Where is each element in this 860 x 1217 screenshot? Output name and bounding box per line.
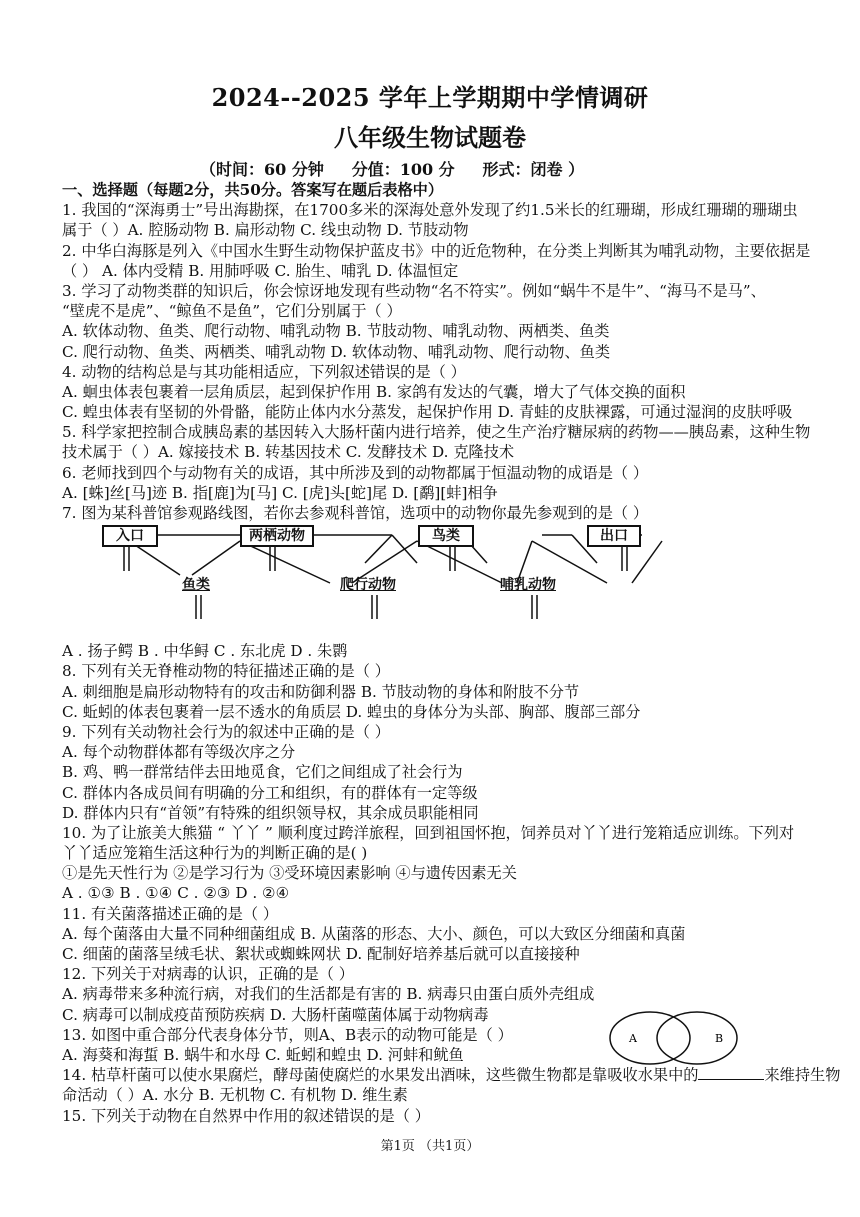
questions-14-15	[62, 1085, 822, 1125]
question-line: C. 蝗虫体表有坚韧的外骨骼，能防止体内水分蒸发，起保护作用 D. 青蛙的皮肤裸露，可通过湿润的皮肤呼吸	[62, 403, 793, 422]
question-line: A. 病毒带来多种流行病，对我们的生活都是有害的 B. 病毒只由蛋白质外壳组成	[62, 985, 595, 1004]
question-line: 15. 下列关于动物在自然界中作用的叙述错误的是（ ）	[62, 1106, 430, 1125]
questions-7-13	[62, 641, 822, 1065]
question-line: 5. 科学家把控制合成胰岛素的基因转入大肠杆菌内进行培养，使之生产治疗糖尿病的药物——胰岛素，这种生物	[62, 423, 811, 442]
question-line: A . ①③ B . ①④ C . ②③ D . ②④	[62, 884, 290, 903]
question-line: “壁虎不是虎”、“鲸鱼不是鱼”，它们分别属于（ ）	[62, 302, 402, 321]
reptiles-label: 爬行动物	[340, 577, 396, 594]
question-line: 4. 动物的结构总是与其功能相适应，下列叙述错误的是（ ）	[62, 362, 466, 381]
question-line: 技术属于（ ）A. 嫁接技术 B. 转基因技术 C. 发酵技术 D. 克隆技术	[62, 443, 515, 462]
question-line: A. 每个动物群体都有等级次序之分	[62, 743, 296, 762]
question-line: 属于（ ）A. 腔肠动物 B. 扁形动物 C. 线虫动物 D. 节肢动物	[62, 221, 469, 240]
question-line: D. 群体内只有“首领”有特殊的组织领导权，其余成员职能相同	[62, 803, 479, 822]
entrance-box: 入口	[102, 525, 158, 547]
question-line: 7. 图为某科普馆参观路线图，若你去参观科普馆，选项中的动物你最先参观到的是（ ）	[62, 504, 649, 522]
question-line: 2. 中华白海豚是列入《中国水生野生动物保护蓝皮书》中的近危物种，在分类上判断其为哺乳动物，主要依据是	[62, 241, 811, 260]
question-line: B. 鸡、鸭一群常结伴去田地觅食，它们之间组成了社会行为	[62, 763, 463, 782]
question-line: 8. 下列有关无脊椎动物的特征描述正确的是（ ）	[62, 662, 390, 681]
question-line: 12. 下列关于对病毒的认识，正确的是（ ）	[62, 965, 354, 984]
question-line: 6. 老师找到四个与动物有关的成语，其中所涉及到的动物都属于恒温动物的成语是（ ）	[62, 463, 649, 482]
question-line: 1. 我国的“深海勇士”号出海勘探，在1700多米的深海处意外发现了约1.5米长的红珊瑚，形成红珊瑚的珊瑚虫	[62, 201, 798, 220]
question-line: 10. 为了让旅美大熊猫 “ 丫丫 ” 顺利度过跨洋旅程，回到祖国怀抱，饲养员对丫丫进行笼箱适应训练。下列对	[62, 823, 795, 842]
question-line: C. 群体内各成员间有明确的分工和组织，有的群体有一定等级	[62, 783, 478, 802]
question-line: 3. 学习了动物类群的知识后，你会惊讶地发现有些动物“名不符实”。例如“蜗牛不是牛”、“海马不是马”、	[62, 281, 766, 300]
question-line: 13. 如图中重合部分代表身体分节，则A、B表示的动物可能是（ ）	[62, 1025, 513, 1044]
mammals-label: 哺乳动物	[500, 577, 556, 594]
question-line: A. 每个菌落由大量不同种细菌组成 B. 从菌落的形态、大小、颜色，可以大致区分细菌和真菌	[62, 924, 686, 943]
venn-diagram	[605, 1008, 745, 1068]
questions-1-7	[62, 200, 822, 523]
question-line: A. 海葵和海蜇 B. 蜗牛和水母 C. 蚯蚓和蝗虫 D. 河蚌和鱿鱼	[62, 1045, 464, 1064]
birds-box: 鸟类	[418, 525, 474, 547]
answer-blank	[698, 1067, 764, 1080]
exam-title: 2024--2025 学年上学期期中学情调研	[211, 83, 649, 112]
page-footer: 第1页 （共1页）	[380, 1139, 480, 1154]
question-line: C. 病毒可以制成疫苗预防疾病 D. 大肠杆菌噬菌体属于动物病毒	[62, 1005, 489, 1024]
amphibians-box: 两栖动物	[240, 525, 314, 547]
fish-label: 鱼类	[182, 577, 210, 594]
question-line: A. 软体动物、鱼类、爬行动物、哺乳动物 B. 节肢动物、哺乳动物、两栖类、鱼类	[62, 322, 610, 341]
question-14-line	[62, 1065, 841, 1085]
question-line: A. [蛛]丝[马]迹 B. 指[鹿]为[马] C. [虎]头[蛇]尾 D. [鹬][蚌]相争	[62, 483, 498, 502]
exit-box: 出口	[587, 525, 641, 547]
question-line: 11. 有关菌落描述正确的是（ ）	[62, 904, 279, 923]
exam-subtitle: 八年级生物试题卷	[334, 123, 526, 152]
question-line: 丫丫适应笼箱生活这种行为的判断正确的是( )	[62, 844, 368, 863]
question-line: C. 蚯蚓的体表包裹着一层不透水的角质层 D. 蝗虫的身体分为头部、胸部、腹部三部分	[62, 702, 641, 721]
question-line: 命活动（ ）A. 水分 B. 无机物 C. 有机物 D. 维生素	[62, 1086, 408, 1105]
question-line: C. 细菌的菌落呈绒毛状、絮状或蜘蛛网状 D. 配制好培养基后就可以直接接种	[62, 945, 580, 963]
question-body	[62, 180, 841, 1126]
question-line: A . 扬子鳄 B . 中华鲟 C . 东北虎 D . 朱鹮	[62, 642, 348, 661]
question-line: A. 蛔虫体表包裹着一层角质层，起到保护作用 B. 家鸽有发达的气囊，增大了气体交换的面积	[62, 382, 686, 401]
venn-label-b: B	[715, 1032, 724, 1045]
route-diagram	[62, 523, 822, 641]
question-line: A. 刺细胞是扁形动物特有的攻击和防御利器 B. 节肢动物的身体和附肢不分节	[62, 682, 580, 701]
question-14-text-end: 来维持生物	[764, 1066, 841, 1085]
question-line: （ ） A. 体内受精 B. 用肺呼吸 C. 胎生、哺乳 D. 体温恒定	[62, 261, 459, 280]
question-line: C. 爬行动物、鱼类、两栖类、哺乳动物 D. 软体动物、哺乳动物、爬行动物、鱼类	[62, 342, 611, 361]
question-14-text: 14. 枯草杆菌可以使水果腐烂，酵母菌使腐烂的水果发出酒味，这些微生物都是靠吸收水果中的	[62, 1066, 699, 1085]
question-line: 9. 下列有关动物社会行为的叙述中正确的是（ ）	[62, 722, 390, 741]
venn-label-a: A	[629, 1032, 637, 1045]
question-line: ①是先天性行为 ②是学习行为 ③受环境因素影响 ④与遗传因素无关	[62, 864, 517, 883]
section-heading: 一、选择题（每题2分，共50分。答案写在题后表格中）	[62, 181, 444, 199]
exam-info: （时间：60 分钟 分值：100 分 形式：闭卷 ）	[200, 160, 585, 179]
